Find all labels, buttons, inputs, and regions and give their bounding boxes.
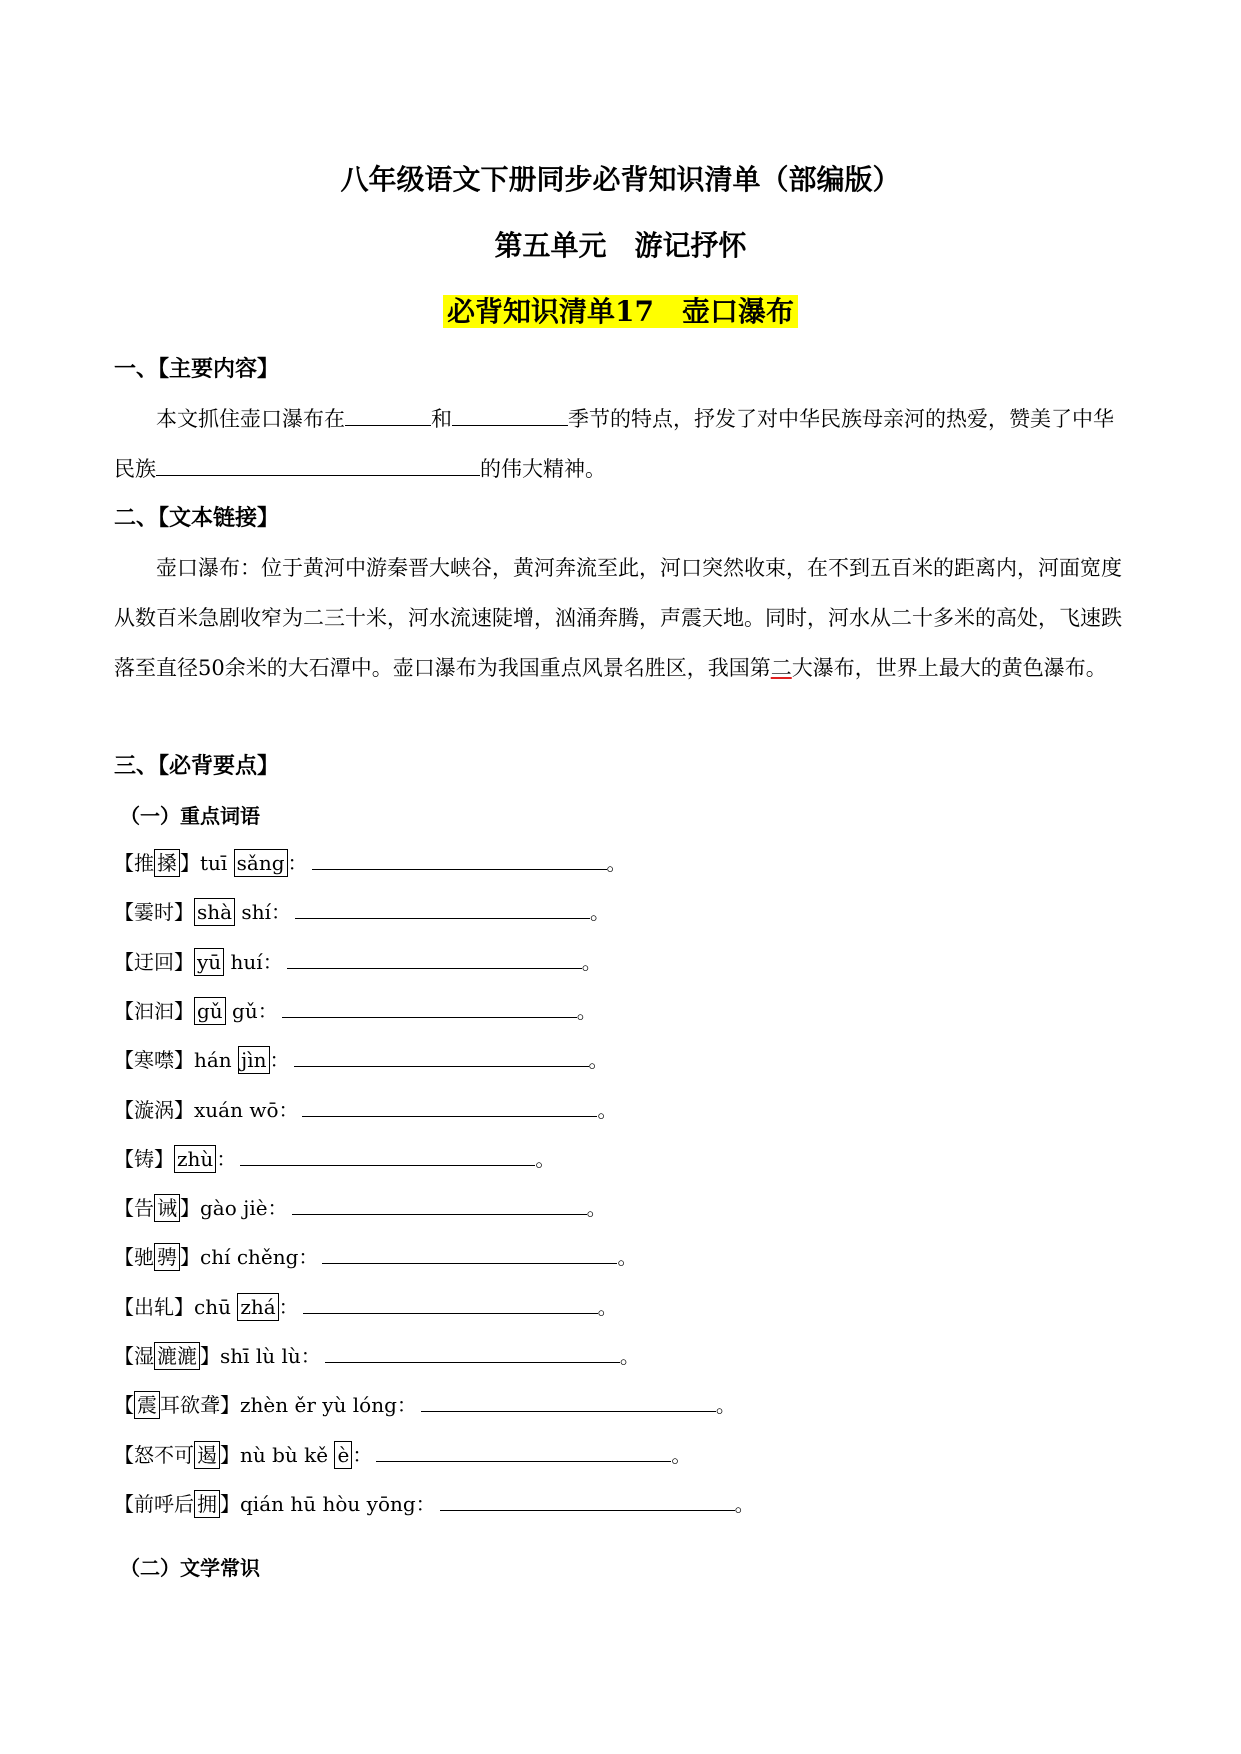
period: 。 xyxy=(606,851,627,875)
vocab-term: 【汩汩】 xyxy=(114,999,194,1023)
period: 。 xyxy=(581,950,602,974)
vocab-pinyin: 】tuī xyxy=(180,851,234,875)
fill-blank[interactable] xyxy=(345,403,431,426)
boxed-character: 震 xyxy=(134,1391,160,1419)
answer-blank[interactable] xyxy=(295,898,590,919)
vocab-pinyin: huí： xyxy=(224,950,283,974)
vocab-row xyxy=(114,1292,618,1322)
boxed-pinyin: yū xyxy=(194,948,224,976)
vocab-pinyin: 】chí chěng： xyxy=(180,1245,319,1269)
answer-blank[interactable] xyxy=(376,1441,671,1462)
vocab-pinyin: ： xyxy=(216,1147,237,1171)
answer-blank[interactable] xyxy=(302,1096,597,1117)
vocab-term: 【怒不可 xyxy=(114,1443,194,1467)
boxed-character: 骋 xyxy=(154,1243,180,1271)
vocab-term: 【前呼后 xyxy=(114,1492,194,1516)
vocab-pinyin: 耳欲聋】zhèn ěr yù lóng： xyxy=(160,1393,417,1417)
vocab-pinyin: ： xyxy=(287,851,308,875)
answer-blank[interactable] xyxy=(292,1194,587,1215)
vocab-pinyin: 】shī lù lù： xyxy=(200,1344,321,1368)
subheading-key-words: （一）重点词语 xyxy=(120,804,260,828)
text-link-paragraph: 壶口瀑布：位于黄河中游秦晋大峡谷，黄河奔流至此，河口突然收束，在不到五百米的距离内，河面宽度从数百米急剧收窄为二三十米，河水流速陡增，汹涌奔腾，声震天地。同时，河水从二十多米的高处，飞速跌落至直径50余米的大石潭中。壶口瀑布为我国重点风景名胜区，我国第二大瀑布，世界上最大的黄色瀑布。 xyxy=(114,556,1122,680)
fill-blank[interactable] xyxy=(156,453,480,476)
vocab-row xyxy=(114,1095,617,1125)
section-heading-key-points: 三、【必背要点】 xyxy=(114,753,280,779)
boxed-pinyin: jìn xyxy=(238,1046,269,1074)
boxed-character: 遏 xyxy=(194,1441,220,1469)
vocab-pinyin: ： xyxy=(278,1295,299,1319)
vocab-term: 【湿 xyxy=(114,1344,154,1368)
vocab-row xyxy=(114,897,610,927)
vocab-row xyxy=(114,947,602,977)
vocab-term: 【告 xyxy=(114,1196,154,1220)
vocab-term: 【漩涡】xuán wō： xyxy=(114,1098,299,1122)
section-heading-main-content: 一、【主要内容】 xyxy=(114,356,280,382)
fill-blank[interactable] xyxy=(452,403,568,426)
section-heading-text-link: 二、【文本链接】 xyxy=(114,505,280,531)
vocab-term: 【迂回】 xyxy=(114,950,194,974)
answer-blank[interactable] xyxy=(282,997,577,1018)
vocab-row xyxy=(114,1440,691,1470)
period: 。 xyxy=(734,1492,755,1516)
vocab-row xyxy=(114,1242,637,1272)
answer-blank[interactable] xyxy=(303,1293,598,1314)
vocab-row xyxy=(114,1193,607,1223)
period: 。 xyxy=(589,900,610,924)
boxed-character: 诫 xyxy=(154,1194,180,1222)
vocab-pinyin: ： xyxy=(269,1048,290,1072)
answer-blank[interactable] xyxy=(312,849,607,870)
unit-title: 第五单元 游记抒怀 xyxy=(494,229,747,262)
boxed-pinyin: è xyxy=(334,1441,352,1469)
boxed-pinyin: sǎng xyxy=(234,849,288,877)
answer-blank[interactable] xyxy=(440,1490,735,1511)
vocab-row xyxy=(114,1341,640,1371)
vocab-term: 【 xyxy=(114,1393,134,1417)
vocab-pinyin: ： xyxy=(352,1443,373,1467)
vocab-term: 【寒噤】hán xyxy=(114,1048,239,1072)
answer-blank[interactable] xyxy=(240,1145,535,1166)
period: 。 xyxy=(671,1443,692,1467)
vocab-pinyin: 】qián hū hòu yōng： xyxy=(220,1492,436,1516)
answer-blank[interactable] xyxy=(287,948,582,969)
boxed-character: 拥 xyxy=(194,1490,220,1518)
period: 。 xyxy=(597,1098,618,1122)
boxed-pinyin: zhá xyxy=(237,1293,278,1321)
vocab-pinyin: 】gào jiè： xyxy=(180,1196,288,1220)
period: 。 xyxy=(715,1393,736,1417)
vocab-term: 【铸】 xyxy=(114,1147,174,1171)
vocab-term: 【推 xyxy=(114,851,154,875)
period: 。 xyxy=(588,1048,609,1072)
boxed-character: 漉漉 xyxy=(154,1342,200,1370)
answer-blank[interactable] xyxy=(325,1342,620,1363)
vocab-term: 【霎时】 xyxy=(114,900,194,924)
boxed-character: 搡 xyxy=(154,849,180,877)
vocab-pinyin: shí： xyxy=(235,900,291,924)
vocab-row xyxy=(114,1489,755,1519)
vocab-pinyin: 】nù bù kě xyxy=(220,1443,335,1467)
boxed-pinyin: zhù xyxy=(174,1145,216,1173)
answer-blank[interactable] xyxy=(294,1046,589,1067)
vocab-row xyxy=(114,1390,736,1420)
vocab-row xyxy=(114,1045,609,1075)
underlined-word: 二 xyxy=(770,656,792,680)
main-content-paragraph: 本文抓住壶口瀑布在 和 季节的特点，抒发了对中华民族母亲河的热爱，赞美了中华民族 的伟大精神。 xyxy=(114,394,1128,494)
highlighted-list-title: 必背知识清单17 壶口瀑布 xyxy=(443,295,798,328)
answer-blank[interactable] xyxy=(322,1243,617,1264)
vocab-term: 【驰 xyxy=(114,1245,154,1269)
period: 。 xyxy=(619,1344,640,1368)
vocab-term: 【出轧】chū xyxy=(114,1295,238,1319)
answer-blank[interactable] xyxy=(421,1391,716,1412)
period: 。 xyxy=(586,1196,607,1220)
list-title xyxy=(0,290,1241,334)
vocab-row xyxy=(114,1144,555,1174)
vocab-pinyin: gǔ： xyxy=(225,999,278,1023)
vocab-row xyxy=(114,848,627,878)
boxed-pinyin: shà xyxy=(194,898,235,926)
period: 。 xyxy=(576,999,597,1023)
vocab-row xyxy=(114,996,597,1026)
doc-title: 八年级语文下册同步必背知识清单（部编版） xyxy=(340,163,901,196)
subheading-literary-knowledge: （二）文学常识 xyxy=(120,1556,260,1580)
period: 。 xyxy=(535,1147,556,1171)
boxed-pinyin: gǔ xyxy=(194,997,226,1025)
period: 。 xyxy=(617,1245,638,1269)
period: 。 xyxy=(597,1295,618,1319)
